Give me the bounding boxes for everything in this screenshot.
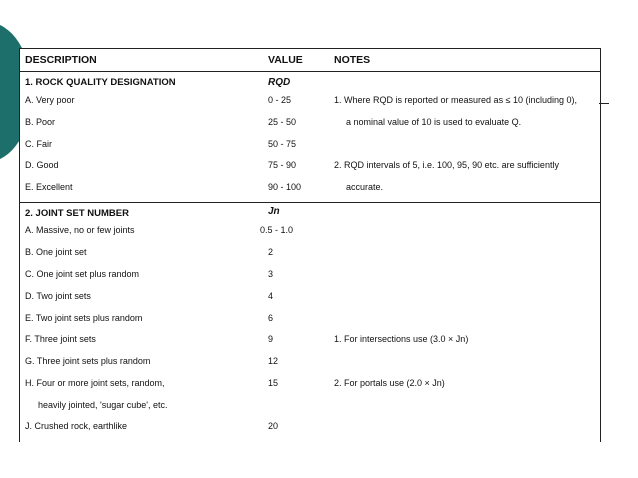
table-row-value: 75 - 90 [268,160,297,170]
margin-tick-mark [599,103,609,104]
table-row-label: E. Two joint sets plus random [25,313,143,323]
table-row-value: 20 [268,421,279,431]
table-row-label: F. Three joint sets [25,334,96,344]
rock-mass-classification-table [19,48,601,442]
table-row-value: 25 - 50 [268,117,297,127]
table-row-label: G. Three joint sets plus random [25,356,151,366]
header-description: DESCRIPTION [25,54,97,66]
table-row-label: E. Excellent [25,182,73,192]
table-row-label: A. Massive, no or few joints [25,225,135,235]
table-row-value: 2 [268,247,274,257]
table-row-value: 90 - 100 [268,182,302,192]
table-row-value: 3 [268,269,274,279]
table-row-value: 0.5 - 1.0 [260,225,294,235]
table-row-label: heavily jointed, 'sugar cube', etc. [38,400,168,410]
section-title-jn: 2. JOINT SET NUMBER [25,208,129,219]
table-row-value: 0 - 25 [268,95,292,105]
table-row-label: A. Very poor [25,95,75,105]
table-row-label: B. One joint set [25,247,87,257]
note-text: 2. RQD intervals of 5, i.e. 100, 95, 90 etc. are sufficiently [334,160,559,170]
table-row-value: 9 [268,334,274,344]
table-row-label: C. Fair [25,139,52,149]
note-text: 1. Where RQD is reported or measured as ≤ 10 (including 0), [334,95,578,105]
table-header-row [20,49,600,72]
note-text: accurate. [346,182,384,192]
section-title-rqd: 1. ROCK QUALITY DESIGNATION [25,77,176,88]
section-divider [20,202,600,203]
header-notes: NOTES [334,54,371,66]
table-row-value: 15 [268,378,279,388]
symbol-rqd: RQD [268,77,291,88]
table-row-label: C. One joint set plus random [25,269,140,279]
table-row-value: 12 [268,356,279,366]
symbol-jn: Jn [268,206,280,217]
table-row-label: D. Two joint sets [25,291,91,301]
table-row-value: 6 [268,313,274,323]
table-row-value: 50 - 75 [268,139,297,149]
table-row-label: J. Crushed rock, earthlike [25,421,128,431]
table-row-label: B. Poor [25,117,56,127]
table-row-value: 4 [268,291,274,301]
header-value: VALUE [268,54,303,66]
note-text: a nominal value of 10 is used to evaluate Q. [346,117,522,127]
table-row-label: H. Four or more joint sets, random, [25,378,165,388]
note-text: 2. For portals use (2.0 × Jn) [334,378,445,388]
note-text: 1. For intersections use (3.0 × Jn) [334,334,469,344]
table-row-label: D. Good [25,160,59,170]
